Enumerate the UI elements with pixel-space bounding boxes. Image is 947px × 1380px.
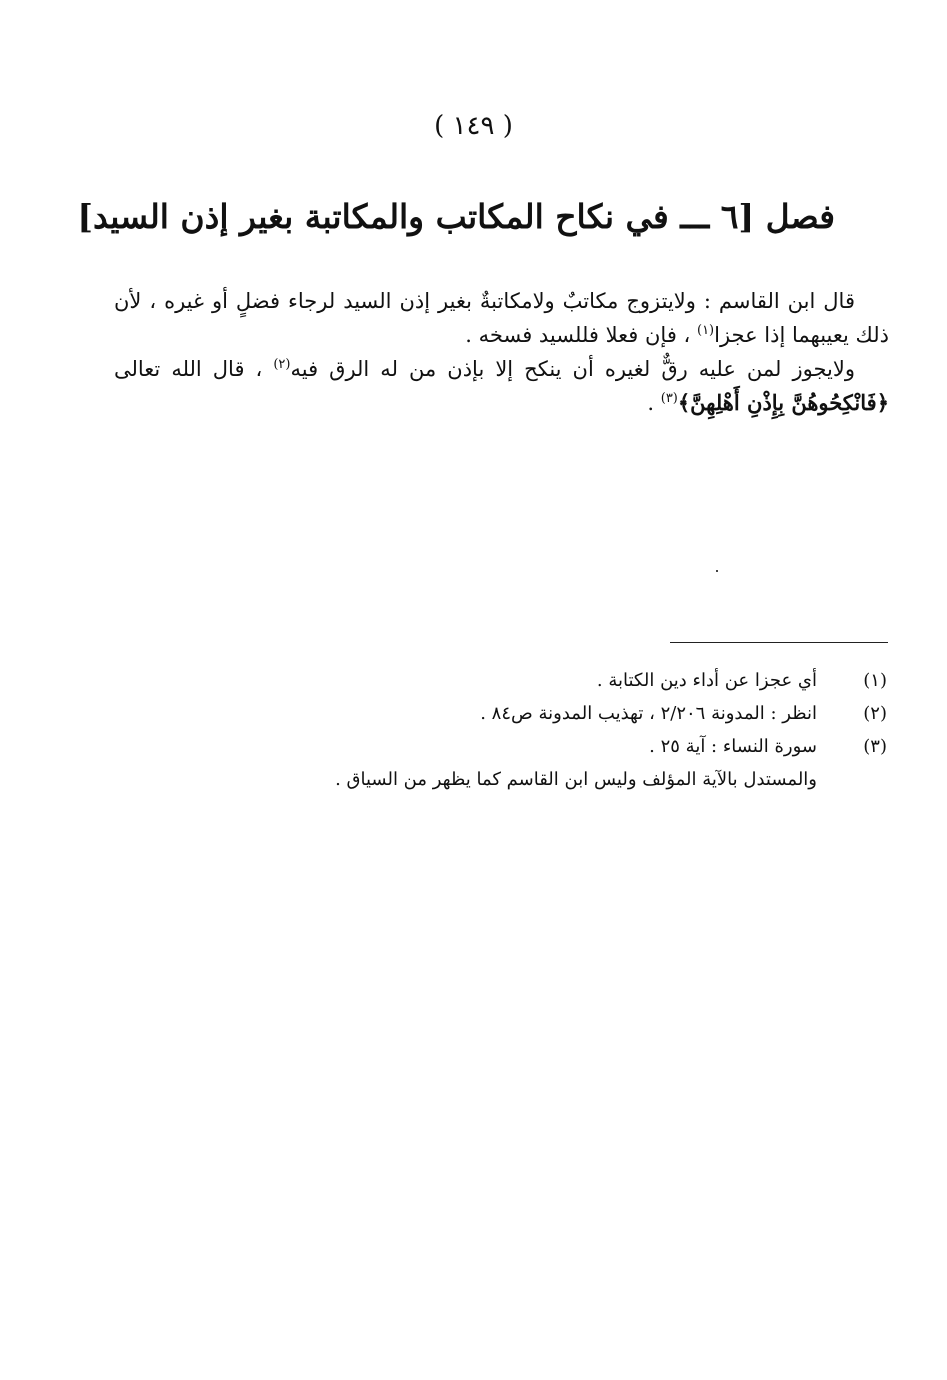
footnote-number: (٣) [863,736,887,757]
footnote-number [817,763,887,796]
paragraph-2 [114,352,889,420]
paragraph-1-text-a: قال ابن القاسم : ولايتزوج مكاتبٌ ولامكاتبةٌ بغير إذن السيد لرجاء فضلٍ أو غيره ، لأن ذلك يعيبهما إذا عجزا [114,289,889,347]
footnote-text: أي عجزا عن أداء دين الكتابة . [596,670,817,691]
footnote-text: والمستدل بالآية المؤلف وليس ابن القاسم كما يظهر من السياق . [335,769,817,790]
section-title: فصل [٦ ـــ في نكاح المكاتب والمكاتبة بغير إذن السيد] [77,197,835,236]
footnote-number: (٢) [863,703,887,724]
page-number: ( ١٤٩ ) [434,111,513,141]
footnote-ref-2: (٢) [273,357,291,372]
footnote-divider [670,642,888,643]
paragraph-2-text-b: ، قال الله تعالى [114,357,274,381]
footnote-ref-3: (٣) [660,391,678,406]
footnote-text: انظر : المدونة ٢/٢٠٦ ، تهذيب المدونة ص٨٤ . [480,703,817,724]
footnote-3 [267,730,887,763]
paragraph-1 [114,284,889,352]
body-text [114,284,889,420]
footnote-text: سورة النساء : آية ٢٥ . [649,736,817,757]
paragraph-2-text-a: ولايجوز لمن عليه رقٌّ لغيره أن ينكح إلا بإذن من له الرق فيه [290,357,855,381]
footnote-2 [267,697,887,730]
footnote-1 [267,664,887,697]
paragraph-2-text-c: . [647,391,661,415]
footnote-number: (١) [863,670,887,691]
footnote-ref-1: (١) [696,323,715,338]
footnote-3-continuation [267,763,887,796]
paragraph-1-text-b: ، فإن فعلا فللسيد فسخه . [465,323,697,347]
scan-speck [716,570,718,572]
footnotes [267,664,887,796]
quran-verse: ﴿فَانْكِحُوهُنَّ بِإِذْنِ أَهْلِهِنَّ﴾ [677,390,889,415]
